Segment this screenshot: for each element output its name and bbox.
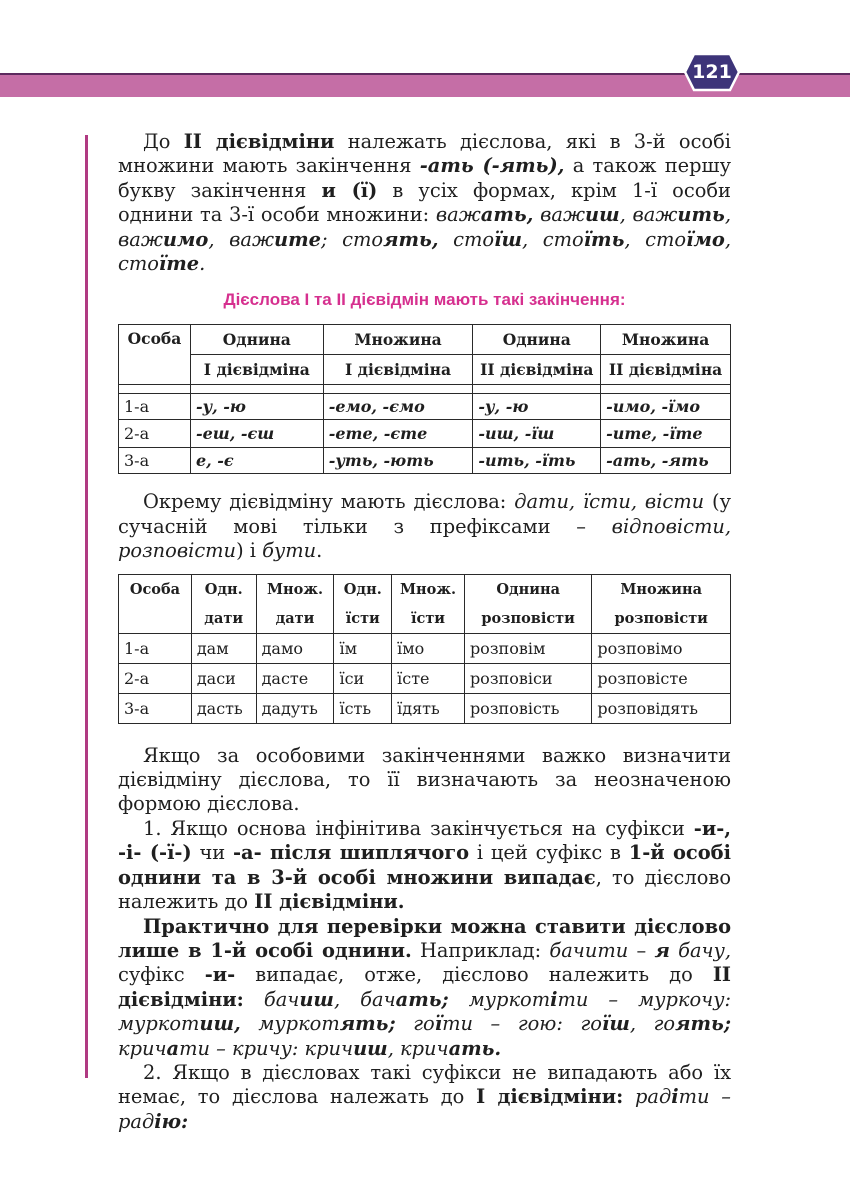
text: належать дієслова, які в 3-й особі множини мають закінчення [118, 130, 731, 178]
example-emphasis: і [550, 987, 558, 1011]
text: і цей суфікс в [469, 841, 629, 865]
table-cell: 1-а [119, 633, 192, 663]
column-subheader: І дієвідміна [323, 355, 473, 385]
text: суфікс [118, 963, 205, 987]
table-cell: дамо [256, 633, 334, 663]
table-subheader-row [119, 355, 731, 385]
table-cell: 2-а [119, 663, 192, 693]
punct: , [624, 227, 631, 251]
table-cell: -емо, -ємо [323, 394, 473, 420]
table-row [119, 633, 731, 663]
paragraph-rule-2 [118, 1061, 731, 1134]
example-emphasis: а [166, 1036, 180, 1060]
table-cell: розповість [464, 693, 591, 723]
paragraph-infinitive-rule: Якщо за особовими закінченнями важко визначити дієвідміну дієслова, то її визначають за неозначеною формою дієслова. [118, 743, 731, 816]
example: рад [623, 1085, 672, 1109]
column-subheader: дати [256, 604, 334, 634]
column-header: Однина [190, 325, 323, 355]
page-number-badge [684, 52, 740, 92]
table-cell: -у, -ю [473, 394, 601, 420]
text: чи [191, 841, 233, 865]
table-header-row [119, 574, 731, 604]
punct: , [208, 227, 215, 251]
example-stem: важ [533, 203, 585, 227]
text: в усіх формах, крім 1-ї особи однини та 3-ї особи множини: [118, 178, 731, 227]
column-subheader: ІІ дієвідміна [473, 355, 601, 385]
table-cell: -ать, -ять [601, 448, 731, 474]
example: , крич [387, 1036, 449, 1060]
example-stem: важ [435, 203, 481, 227]
ending: -ать (-ять), [419, 154, 565, 178]
column-subheader: їсти [334, 604, 392, 634]
term: І дієвідміни: [476, 1085, 624, 1109]
table-cell: -иш, -їш [473, 420, 601, 448]
column-subheader: розповісти [464, 604, 591, 634]
example-ending: їть [583, 227, 625, 251]
table-cell: розповім [464, 633, 591, 663]
page-content [118, 130, 731, 1134]
example-ending: їмо [686, 227, 725, 251]
column-subheader: їсти [392, 604, 465, 634]
table-row [119, 448, 731, 474]
punct: ; [320, 227, 328, 251]
table-cell: -имо, -їмо [601, 394, 731, 420]
example: , го [629, 1012, 676, 1036]
text: – [628, 938, 655, 962]
column-subheader: І дієвідміна [190, 355, 323, 385]
example-emphasis: ять; [339, 1012, 396, 1036]
column-header: Множина [592, 574, 731, 604]
paragraph-irregular-verbs [118, 490, 731, 563]
suffix: -и- [204, 963, 236, 987]
punct: , [724, 227, 731, 251]
column-subheader: ІІ дієвідміна [601, 355, 731, 385]
section-heading: Дієслова І та ІІ дієвідмін мають такі закінчення: [223, 290, 626, 310]
term: ІІ дієвідміни. [254, 890, 405, 914]
table-subheader-row [119, 604, 731, 634]
paragraph-rule-1 [118, 817, 731, 915]
text: 1. Якщо основа інфінітива закінчується на суфікси [143, 816, 694, 840]
table-cell: 2-а [119, 420, 191, 448]
column-header: Особа [119, 574, 192, 633]
example: ти – кричу: крич [179, 1036, 354, 1060]
example-emphasis: иш, [199, 1012, 241, 1036]
example-emphasis: иш [353, 1036, 388, 1060]
table-cell: їсте [392, 663, 465, 693]
table-cell: 3-а [119, 693, 192, 723]
text: , то дієслово належить до [118, 865, 732, 914]
table-row [119, 663, 731, 693]
example-ending: ить [677, 203, 725, 227]
punct: , [521, 227, 529, 251]
table-header-row [119, 325, 731, 355]
table-row [119, 693, 731, 723]
example: муркот [448, 987, 551, 1011]
table-cell: дасть [191, 693, 256, 723]
table-cell: е, -є [190, 448, 323, 474]
term: ІІ дієвідміни: [118, 963, 731, 1011]
table-cell: їдять [392, 693, 465, 723]
table-cell: дам [191, 633, 256, 663]
table-cell: розповімо [592, 633, 731, 663]
punct: , [619, 203, 626, 227]
example-ending: їте [158, 252, 200, 276]
column-subheader: розповісти [592, 604, 731, 634]
table-cell: 1-а [119, 394, 191, 420]
example-ending: имо [162, 227, 209, 251]
column-header: Множина [601, 325, 731, 355]
text: випадає, отже, дієслово належить до [235, 963, 713, 987]
example-stem: важ [118, 227, 163, 251]
table-cell: -ите, -їте [601, 420, 731, 448]
example-emphasis: і [671, 1085, 679, 1109]
paragraph-practical-check [118, 915, 731, 1061]
example-emphasis: ї [434, 1012, 443, 1036]
column-header: Одн. [334, 574, 392, 604]
column-header: Множ. [256, 574, 334, 604]
table-cell: -у, -ю [190, 394, 323, 420]
column-subheader: дати [191, 604, 256, 634]
table-cell: дадуть [256, 693, 334, 723]
column-header: Множина [323, 325, 473, 355]
example-emphasis: їш [601, 1012, 630, 1036]
table-row [119, 394, 731, 420]
example-stem: важ [625, 203, 678, 227]
example-stem: сто [528, 227, 584, 251]
example-ending: ать, [480, 203, 534, 227]
table-cell: розповісте [592, 663, 731, 693]
page-number: 121 [692, 61, 732, 83]
text: Окрему дієвідміну мають дієслова: [143, 490, 515, 514]
punct: , [724, 203, 731, 227]
suffix-condition: -а- після шиплячого [232, 841, 470, 865]
example: крич [118, 1036, 167, 1060]
table-cell: 3-а [119, 448, 191, 474]
example-stem: сто [438, 227, 495, 251]
column-header: Однина [464, 574, 591, 604]
table-cell: їмо [392, 633, 465, 663]
punct: . [199, 252, 206, 276]
suffixes: -и-, -і- (-ї-) [118, 816, 731, 865]
example-emphasis: иш [299, 987, 334, 1011]
margin-rule [85, 135, 88, 1078]
example: бачу, [669, 938, 731, 962]
example-stem: сто [327, 227, 384, 251]
rule-highlight: Практично для перевірки можна ставити дієслово лише в 1-й особі однини. [118, 914, 731, 962]
table-cell: розповіси [464, 663, 591, 693]
text: Наприклад: [411, 938, 550, 962]
example-ending: иш [585, 203, 620, 227]
table-cell: розповідять [592, 693, 731, 723]
example: муркот [240, 1012, 340, 1036]
example-ending: їш [494, 227, 522, 251]
table-cell: їси [334, 663, 392, 693]
example: ти – гою: го [442, 1012, 602, 1036]
example-emphasis: ать; [395, 987, 449, 1011]
text: ) і [236, 539, 263, 563]
table-cell: даси [191, 663, 256, 693]
table-cell: їм [334, 633, 392, 663]
text: . [316, 539, 323, 563]
table-cell: -ить, -їть [473, 448, 601, 474]
example: го [395, 1012, 435, 1036]
example: ти – муркочу: муркот [118, 987, 731, 1036]
example-verb: бути [262, 539, 317, 563]
example: , бач [333, 987, 396, 1011]
irregular-verbs-table [118, 574, 731, 724]
example-stem: важ [214, 227, 275, 251]
table-cell: -ете, -єте [323, 420, 473, 448]
table-row [119, 420, 731, 448]
ending-letter: и (ї) [321, 178, 378, 202]
example-ending: ять, [383, 227, 439, 251]
example-stem: сто [118, 252, 159, 276]
example-emphasis: ать. [448, 1036, 502, 1060]
example-emphasis: ять; [675, 1012, 731, 1036]
example-emphasis: я [654, 938, 670, 962]
example-verbs: дати, їсти, вісти [514, 490, 705, 514]
term: II дієвідміни [183, 130, 335, 153]
example-emphasis: ію: [154, 1109, 189, 1133]
column-header: Особа [119, 325, 191, 385]
column-header: Множ. [392, 574, 465, 604]
column-header: Однина [473, 325, 601, 355]
table-cell: -еш, -єш [190, 420, 323, 448]
text: (у сучасній мові тільки з префіксами – [118, 490, 731, 538]
table-cell: дасте [256, 663, 334, 693]
text: а також першу букву закінчення [118, 154, 731, 202]
example-verbs: відповісти, розповісти [118, 514, 731, 563]
endings-table [118, 324, 731, 474]
table-cell: -уть, -ють [323, 448, 473, 474]
text: 2. Якщо в дієсловах такі суфікси не випадають або їх немає, то дієслова належать до [118, 1060, 731, 1109]
table-cell: їсть [334, 693, 392, 723]
table-gap-row [119, 385, 731, 394]
example: бач [243, 987, 300, 1011]
example-ending: ите [274, 227, 321, 251]
column-header: Одн. [191, 574, 256, 604]
example: ти – рад [118, 1085, 731, 1133]
paragraph-second-conjugation [118, 130, 731, 276]
text: До [143, 130, 184, 153]
example-stem: сто [630, 227, 687, 251]
example: бачити [549, 938, 629, 962]
rule-condition: 1-й особі однини та в 3-й особі множини випадає [118, 841, 731, 889]
